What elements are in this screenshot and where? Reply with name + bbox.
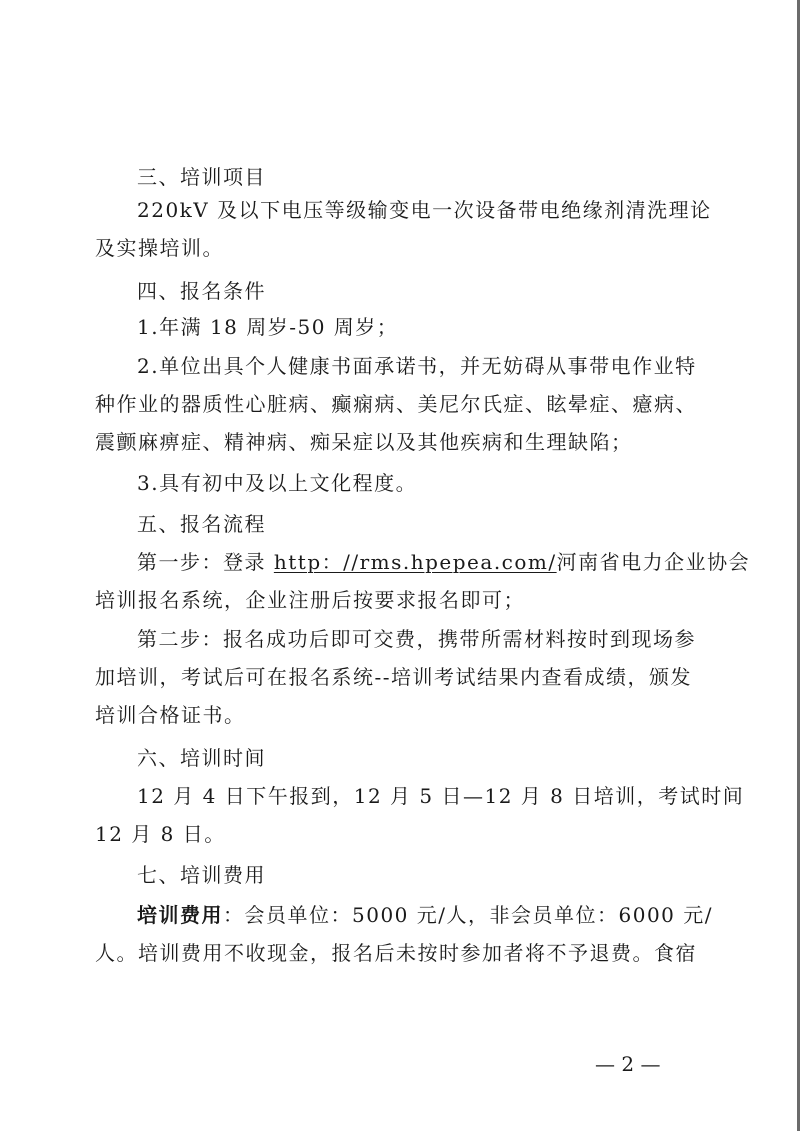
section6-heading-line (0, 738, 800, 778)
section5-heading: 五、报名流程 (137, 512, 266, 536)
section3-text-2: 及实操培训。 (95, 236, 224, 260)
section3-text-line2 (0, 228, 800, 268)
section5-step1-2: 培训报名系统，企业注册后按要求报名即可； (95, 588, 525, 612)
section6-text-2: 12 月 8 日。 (95, 822, 226, 846)
section7-fee-line1 (0, 895, 800, 935)
section4-heading: 四、报名条件 (137, 279, 266, 303)
registration-link[interactable]: http：//rms.hpepea.com/ (273, 550, 557, 574)
section5-step1-line1 (0, 542, 800, 582)
section4-item2-line2 (0, 384, 800, 424)
section3-text-line1 (0, 190, 800, 230)
section5-step2-2: 加培训，考试后可在报名系统--培训考试结果内查看成绩，颁发 (95, 665, 693, 689)
section5-step2-line3 (0, 695, 800, 735)
section5-step1-line2 (0, 580, 800, 620)
step1-suffix: 河南省电力企业协会 (556, 550, 751, 574)
section4-item1-line (0, 307, 800, 347)
section5-step1-text (137, 542, 750, 582)
section4-item2-2: 种作业的器质性心脏病、癫痫病、美尼尔氏症、眩晕症、癔病、 (95, 392, 697, 416)
section7-heading: 七、培训费用 (137, 863, 266, 887)
section5-step2-1: 第二步：报名成功后即可交费，携带所需材料按时到现场参 (137, 627, 696, 651)
section5-step2-3: 培训合格证书。 (95, 703, 246, 727)
section7-fee-text (137, 895, 713, 935)
section3-text-1: 220kV 及以下电压等级输变电一次设备带电绝缘剂清洗理论 (137, 198, 712, 222)
section7-fee-line2 (0, 933, 800, 973)
section4-item2-line1 (0, 346, 800, 386)
section4-item2-3: 震颤麻痹症、精神病、痴呆症以及其他疾病和生理缺陷； (95, 430, 633, 454)
section7-heading-line (0, 855, 800, 895)
section4-item3: 3.具有初中及以上文化程度。 (137, 471, 418, 495)
step1-prefix: 第一步：登录 (137, 550, 274, 574)
section3-heading: 三、培训项目 (137, 165, 266, 189)
section4-item2-1: 2.单位出具个人健康书面承诺书，并无妨碍从事带电作业特 (137, 354, 697, 378)
section5-heading-line (0, 504, 800, 544)
section4-item1: 1.年满 18 周岁-50 周岁； (137, 315, 399, 339)
section4-item2-line3 (0, 422, 800, 462)
section6-text-1: 12 月 4 日下午报到，12 月 5 日—12 月 8 日培训，考试时间 (137, 784, 745, 808)
section5-step2-line2 (0, 657, 800, 697)
section6-text-line2 (0, 814, 800, 854)
section7-fee-2: 人。培训费用不收现金，报名后未按时参加者将不予退费。食宿 (95, 941, 697, 965)
section4-heading-line (0, 271, 800, 311)
section4-item3-line (0, 463, 800, 503)
page-number: — 2 — (595, 1052, 661, 1076)
fee-label: 培训费用 (137, 903, 223, 927)
fee-line1-rest: ：会员单位：5000 元/人，非会员单位：6000 元/ (223, 903, 713, 927)
section6-text-line1 (0, 776, 800, 816)
section5-step2-line1 (0, 619, 800, 659)
section6-heading: 六、培训时间 (137, 746, 266, 770)
